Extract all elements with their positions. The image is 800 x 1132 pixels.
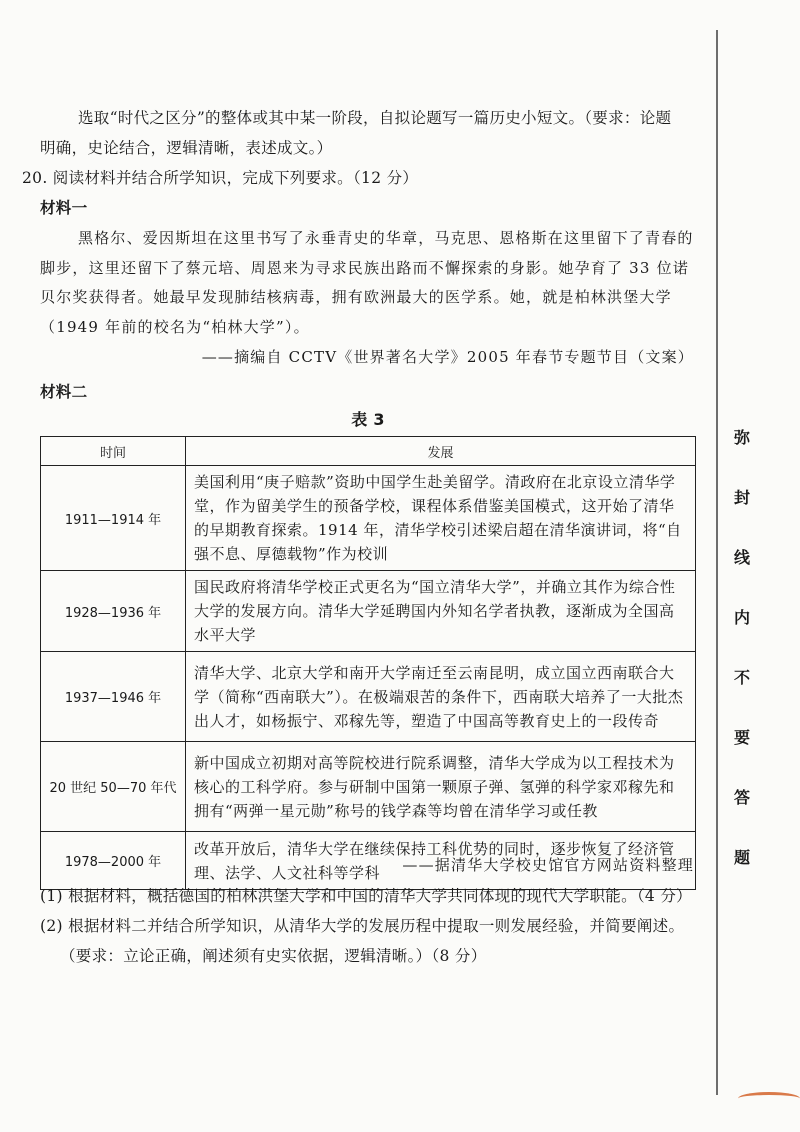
material-1-line-1: 黑格尔、爱因斯坦在这里书写了永垂青史的华章，马克思、恩格斯在这里留下了青春的: [78, 229, 694, 247]
binding-char: 封: [733, 488, 750, 507]
table-row: [41, 571, 696, 652]
binding-char: 内: [733, 608, 750, 627]
table-row: [41, 652, 696, 742]
row-development: 改革开放后，清华大学在继续保持工科优势的同时，逐步恢复了经济管理、法学、人文社科等学科: [186, 832, 696, 890]
material-2-label: 材料二: [40, 383, 88, 401]
row-development: 新中国成立初期对高等院校进行院系调整，清华大学成为以工程技术为核心的工科学府。参与研制中国第一颗原子弹、氢弹的科学家邓稼先和拥有“两弹一星元勋”称号的钱学森等均曾在清华学习或任教: [186, 742, 696, 832]
row-period: 1978—2000 年: [41, 832, 186, 890]
row-development: 美国利用“庚子赔款”资助中国学生赴美留学。清政府在北京设立清华学堂，作为留美学生的预备学校，课程体系借鉴美国模式，这开始了清华的早期教育探索。1914 年，清华学校引述梁启超在清华演讲词，将“自强不息、厚德载物”作为校训: [186, 466, 696, 571]
material-1-line-2: 脚步，这里还留下了蔡元培、周恩来为寻求民族出路而不懈探索的身影。她孕育了 33 位诺: [40, 259, 690, 277]
sub-question-2-requirement: （要求：立论正确，阐述须有史实依据，逻辑清晰。）（8 分）: [60, 947, 487, 965]
row-period: 1928—1936 年: [41, 571, 186, 652]
table-header-development: 发展: [186, 437, 696, 466]
intro-line-2: 明确，史论结合，逻辑清晰，表述成文。）: [40, 139, 333, 157]
row-development: 清华大学、北京大学和南开大学南迁至云南昆明，成立国立西南联合大学（简称“西南联大”）。在极端艰苦的条件下，西南联大培养了一大批杰出人才，如杨振宁、邓稼先等，塑造了中国高等教育史上的一段传奇: [186, 652, 696, 742]
binding-char: 不: [733, 668, 750, 687]
row-period: 20 世纪 50—70 年代: [41, 742, 186, 832]
binding-line: [716, 30, 718, 1095]
table-row: [41, 742, 696, 832]
binding-char: 题: [733, 848, 750, 867]
binding-char: 线: [733, 548, 750, 567]
binding-char: 要: [733, 728, 750, 747]
binding-char: 答: [733, 788, 750, 807]
row-development: 国民政府将清华学校正式更名为“国立清华大学”，并确立其作为综合性大学的发展方向。清华大学延聘国内外知名学者执教，逐渐成为全国高水平大学: [186, 571, 696, 652]
row-period: 1937—1946 年: [41, 652, 186, 742]
table-header-row: [41, 437, 696, 466]
corner-stain: [738, 1092, 800, 1105]
sub-question-1: (1) 根据材料，概括德国的柏林洪堡大学和中国的清华大学共同体现的现代大学职能。（4 分）: [40, 887, 692, 905]
intro-line-1: 选取“时代之区分”的整体或其中某一阶段，自拟论题写一篇历史小短文。（要求：论题: [78, 109, 672, 127]
question-20-stem: 20. 阅读材料并结合所学知识，完成下列要求。（12 分）: [22, 169, 419, 187]
development-table: [40, 436, 696, 890]
material-1-line-4: （1949 年前的校名为“柏林大学”）。: [40, 318, 310, 336]
material-1-line-3: 贝尔奖获得者。她最早发现肺结核病毒，拥有欧洲最大的医学系。她，就是柏林洪堡大学: [40, 288, 672, 306]
material-1-source: ——摘编自 CCTV《世界著名大学》2005 年春节专题节目（文案）: [201, 348, 694, 366]
table-title: 表 3: [351, 410, 385, 429]
sub-question-2: (2) 根据材料二并结合所学知识，从清华大学的发展历程中提取一则发展经验，并简要阐述。: [40, 917, 685, 935]
row-period: 1911—1914 年: [41, 466, 186, 571]
material-2-source: ——据清华大学校史馆官方网站资料整理: [402, 856, 694, 874]
material-1-label: 材料一: [40, 199, 88, 217]
table-row: [41, 466, 696, 571]
binding-char: 弥: [733, 428, 750, 447]
table-header-period: 时间: [41, 437, 186, 466]
